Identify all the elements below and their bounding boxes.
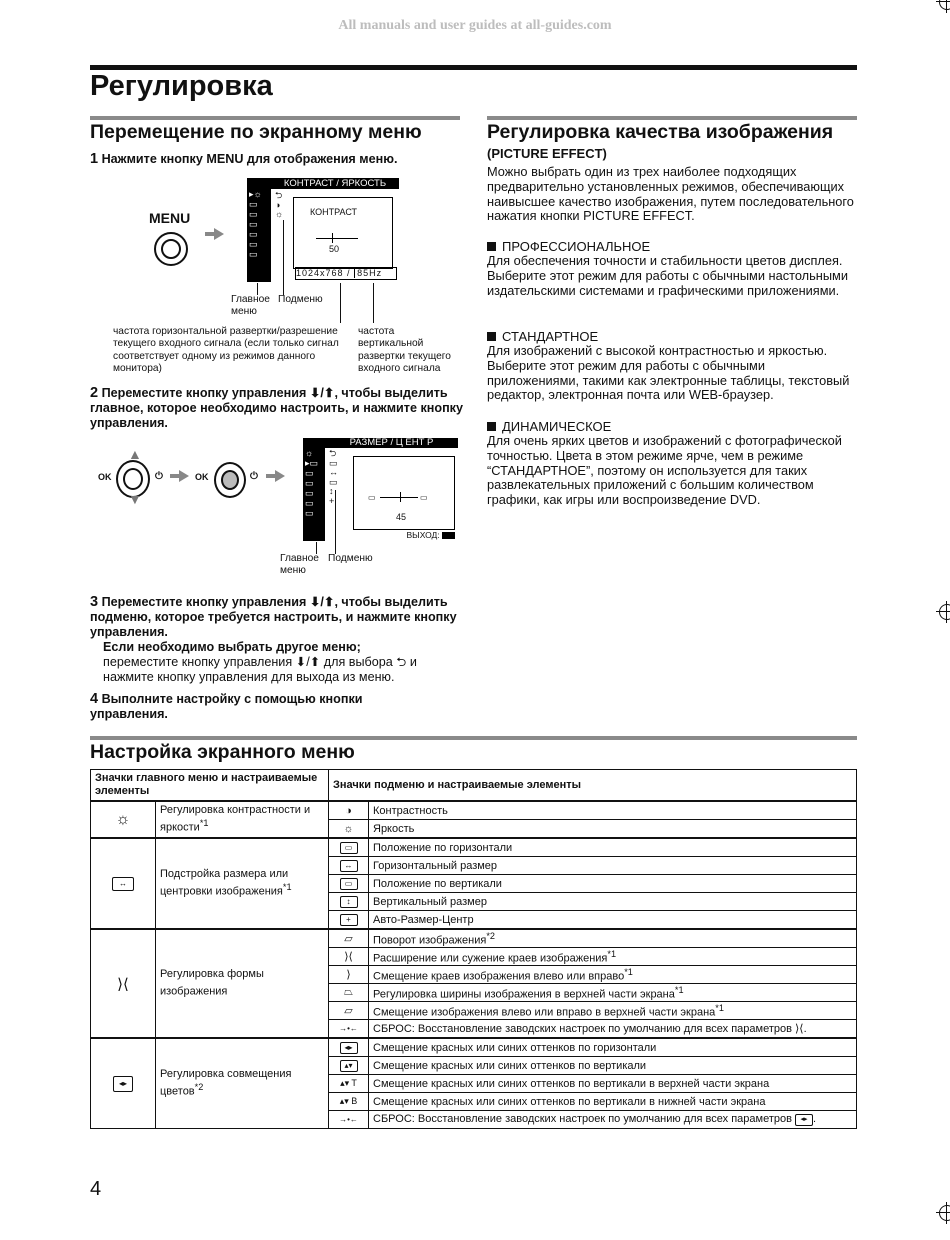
osd1-body <box>271 189 399 282</box>
h-position-icon: ▭ <box>329 838 369 857</box>
step-4-number: 4 <box>90 691 99 707</box>
sub-item-label: СБРОС: Восстановление заводских настроек по умолчанию для всех параметров ◂▸ . <box>369 1111 857 1129</box>
step-2-number: 2 <box>90 385 99 401</box>
menu-key-icon <box>442 532 455 539</box>
osd2-slider <box>380 497 418 498</box>
right-intro: Можно выбрать один из трех наиболее подходящих предварительно установленных режимов, обеспечивающих наивысшее качество изображения, путем последовательного нажатия кнопки PICTURE EFFECT. <box>487 164 854 224</box>
size-center-icon: ↔ <box>91 838 156 929</box>
callout-line <box>335 490 336 554</box>
step-3-plain: переместите кнопку управления ⬇/⬆ для выбора ⮌ и нажмите кнопку управления для выхода из меню. <box>103 655 417 684</box>
arrow-head-icon <box>179 470 189 482</box>
v-position-icon: ▭ <box>329 875 369 893</box>
callout-vfreq: частота вертикальной развертки текущего входного сигнала <box>358 326 451 374</box>
registration-mark-icon <box>939 1205 950 1221</box>
contrast-icon: ◑ <box>329 801 369 820</box>
menu-label: MENU <box>149 210 191 226</box>
sub-item-label: Смещение красных или синих оттенков по вертикали в верхней части экрана <box>369 1075 857 1093</box>
callout-line <box>340 283 341 323</box>
bullet-square-icon <box>487 242 496 251</box>
sub-item-label: Горизонтальный размер <box>369 857 857 875</box>
callout-line <box>283 220 284 295</box>
mode-text: Для обеспечения точности и стабильности цветов дисплея. Выберите этот режим для работы с обычными настольными издательскими системами и графическими приложениями. <box>487 253 849 298</box>
pincushion-icon: ⟩⟨ <box>329 948 369 966</box>
sub-item-label: Смещение красных или синих оттенков по горизонтали <box>369 1038 857 1057</box>
table-row <box>91 838 857 857</box>
step-3-text: Переместите кнопку управления ⬇/⬆, чтобы выделить подменю, которое требуется настроить, и нажмите кнопку управления. <box>90 595 457 639</box>
mode-text: Для очень ярких цветов и изображений с фотографической точностью. Цвета в этом режиме ярче, чем в режиме “СТАНДАРТНОЕ”, поэтому он используется для таких развлекательных приложений с большим количеством графики, как игры или воспроизведение DVD. <box>487 433 842 508</box>
main-item-label: Регулировка формы изображения <box>156 929 329 1038</box>
osd1-value: 50 <box>329 244 340 254</box>
step-3-number: 3 <box>90 594 99 610</box>
mode-professional <box>487 239 859 298</box>
watermark: All manuals and user guides at all-guides.com <box>338 18 612 33</box>
step-3 <box>90 595 470 685</box>
sub-item-label: Положение по горизонтали <box>369 838 857 857</box>
osd-table <box>90 769 857 1129</box>
h-size-icon: ↔ <box>329 857 369 875</box>
osd2-exit-label: ВЫХОД: <box>406 530 440 540</box>
section-rule-table <box>90 736 857 740</box>
bullet-square-icon <box>487 422 496 431</box>
rotation-icon: ▱ <box>329 929 369 948</box>
osd2-main-icons: ☼ ▸▭ ▭ ▭ ▭ ▭ ▭ <box>303 448 325 541</box>
step-1-text: Нажмите кнопку MENU для отображения меню. <box>101 152 398 166</box>
v-convergence-bottom-icon: ▴▾ B <box>329 1093 369 1111</box>
osd1-freq: 85Hz <box>354 268 382 278</box>
section-rule-right <box>487 116 857 120</box>
osd2-body <box>325 448 458 541</box>
sub-item-label: Положение по вертикали <box>369 875 857 893</box>
sub-item-label: Смещение красных или синих оттенков по вертикали в нижней части экрана <box>369 1093 857 1111</box>
osd2-header: РАЗМЕР / Ц ЕНТ Р <box>325 438 458 448</box>
table-row <box>91 1038 857 1057</box>
osd2-slider-left-icon: ▭ <box>368 493 376 502</box>
arrow-head-icon <box>214 228 224 240</box>
brightness-icon: ☼ <box>329 820 369 839</box>
callout-hfreq: частота горизонтальной развертки/разрешение текущего входного сигнала (если только сигнал соответствует одному из режимов данного монитора) <box>113 326 339 374</box>
registration-mark-icon <box>939 0 950 10</box>
osd2-value: 45 <box>396 512 407 522</box>
page-title: Регулировка <box>90 70 273 102</box>
sub-item-label: Контрастность <box>369 801 857 820</box>
mode-standard <box>487 329 859 403</box>
menu-button-icon <box>154 232 188 266</box>
right-subheading: (PICTURE EFFECT) <box>487 146 607 161</box>
auto-size-center-icon: + <box>329 911 369 930</box>
bullet-square-icon <box>487 332 496 341</box>
arrow-head-icon <box>275 470 285 482</box>
parallelogram-icon: ▱ <box>329 1002 369 1020</box>
osd1-resolution: 1024x768 <box>296 268 344 278</box>
callout2-submenu: Подменю <box>328 553 373 564</box>
page-number: 4 <box>90 1178 102 1200</box>
mode-dynamic <box>487 419 859 508</box>
callout-line <box>373 283 374 323</box>
osd-screen-1 <box>247 178 399 282</box>
osd1-header: КОНТРАСТ / ЯРКОСТЬ <box>271 178 399 189</box>
ok-label: OK <box>98 472 112 482</box>
h-convergence-icon: ◂▸ <box>329 1038 369 1057</box>
mode-title: ПРОФЕССИОНАЛЬНОЕ <box>502 239 651 254</box>
osd2-slider-right-icon: ▭ <box>420 493 428 502</box>
sub-item-label: Регулировка ширины изображения в верхней части экрана$^{*1}$ <box>369 984 857 1002</box>
step-4 <box>90 692 410 722</box>
main-item-label: Регулировка совмещения цветов$^{*2}$ <box>156 1038 329 1129</box>
osd2-slider-thumb <box>400 492 401 502</box>
osd2-exit <box>407 530 456 540</box>
reset-icon: →•← <box>329 1020 369 1039</box>
arrow-down-icon: ▼ <box>128 491 142 507</box>
sub-item-label: Расширение или сужение краев изображения$^{*1}$ <box>369 948 857 966</box>
left-heading: Перемещение по экранному меню <box>90 121 422 143</box>
osd1-status: 1024x768 / 85Hz <box>295 267 397 280</box>
osd1-panel-title: КОНТРАСТ <box>310 207 358 217</box>
step-1 <box>90 152 470 167</box>
callout2-main-menu: Главное меню <box>280 553 319 577</box>
v-size-icon: ↕ <box>329 893 369 911</box>
table-header-sub: Значки подменю и настраиваемые элементы <box>329 770 857 802</box>
reset-icon: →•← <box>329 1111 369 1129</box>
osd1-panel <box>293 197 393 269</box>
step-2-text: Переместите кнопку управления ⬇/⬆, чтобы выделить главное, которое необходимо настроить, и нажмите кнопку управления. <box>90 386 463 430</box>
main-item-label: Регулировка контрастности и яркости$^{*1}$ <box>156 801 329 838</box>
section-rule-left <box>90 116 460 120</box>
pin-balance-icon: ⟩ <box>329 966 369 984</box>
joystick-press-icon <box>214 462 246 498</box>
convergence-icon: ◂▸ <box>91 1038 156 1129</box>
registration-mark-icon <box>939 604 950 620</box>
osd1-slider <box>316 238 358 239</box>
power-icon: ⏻ <box>250 471 258 482</box>
sub-item-label: Поворот изображения$^{*2}$ <box>369 929 857 948</box>
v-convergence-icon: ▴▾ <box>329 1057 369 1075</box>
osd2-sub-icons: ⮌ ▭ ↔ ▭ ↕ + <box>329 448 338 506</box>
osd1-slider-thumb <box>332 233 333 243</box>
step-4-text: Выполните настройку с помощью кнопки управления. <box>90 692 363 721</box>
sub-item-label: Смещение краев изображения влево или вправо$^{*1}$ <box>369 966 857 984</box>
step-1-number: 1 <box>90 151 99 167</box>
convergence-icon: ◂▸ <box>795 1114 813 1126</box>
sub-item-label: Вертикальный размер <box>369 893 857 911</box>
sub-item-label: Смещение красных или синих оттенков по вертикали <box>369 1057 857 1075</box>
sub-item-label: Авто-Размер-Центр <box>369 911 857 930</box>
arrow-up-icon: ▲ <box>128 446 142 462</box>
main-item-label: Подстройка размера или центровки изображения$^{*1}$ <box>156 838 329 929</box>
power-icon: ⏻ <box>155 471 163 482</box>
geometry-icon: ⟩⟨ <box>795 1023 804 1035</box>
sub-item-label: СБРОС: Восстановление заводских настроек по умолчанию для всех параметров ⟩⟨. <box>369 1020 857 1039</box>
v-convergence-top-icon: ▴▾ T <box>329 1075 369 1093</box>
callout-submenu: Подменю <box>278 294 323 305</box>
table-heading: Настройка экранного меню <box>90 741 355 763</box>
trapezoid-icon: ⏢ <box>329 984 369 1002</box>
mode-text: Для изображений с высокой контрастностью и яркостью. Выберите этот режим для работы с обычными приложениями, такими как электронные таблицы, текстовый редактор, электронная почта или WEB-браузер. <box>487 343 850 403</box>
sun-icon: ☼ <box>91 801 156 838</box>
sub-item-label: Яркость <box>369 820 857 839</box>
step-2 <box>90 386 470 431</box>
right-heading: Регулировка качества изображения <box>487 121 834 143</box>
mode-title: ДИНАМИЧЕСКОЕ <box>502 419 612 434</box>
table-row <box>91 801 857 820</box>
sub-item-label: Смещение изображения влево или вправо в верхней части экрана$^{*1}$ <box>369 1002 857 1020</box>
geometry-icon: ⟩⟨ <box>91 929 156 1038</box>
osd1-sub-icons: ⮌ ◑ ☼ <box>275 190 284 219</box>
osd2-panel <box>353 456 455 530</box>
ok-label-2: OK <box>195 472 209 482</box>
osd-screen-2 <box>303 438 458 541</box>
table-header-main: Значки главного меню и настраиваемые элементы <box>91 770 329 802</box>
table-row <box>91 929 857 948</box>
osd1-main-icons: ▸☼ ▭ ▭ ▭ ▭ ▭ ▭ <box>247 189 271 282</box>
step-3-bold2: Если необходимо выбрать другое меню; <box>103 640 361 654</box>
callout-main-menu: Главное меню <box>231 294 270 318</box>
mode-title: СТАНДАРТНОЕ <box>502 329 599 344</box>
